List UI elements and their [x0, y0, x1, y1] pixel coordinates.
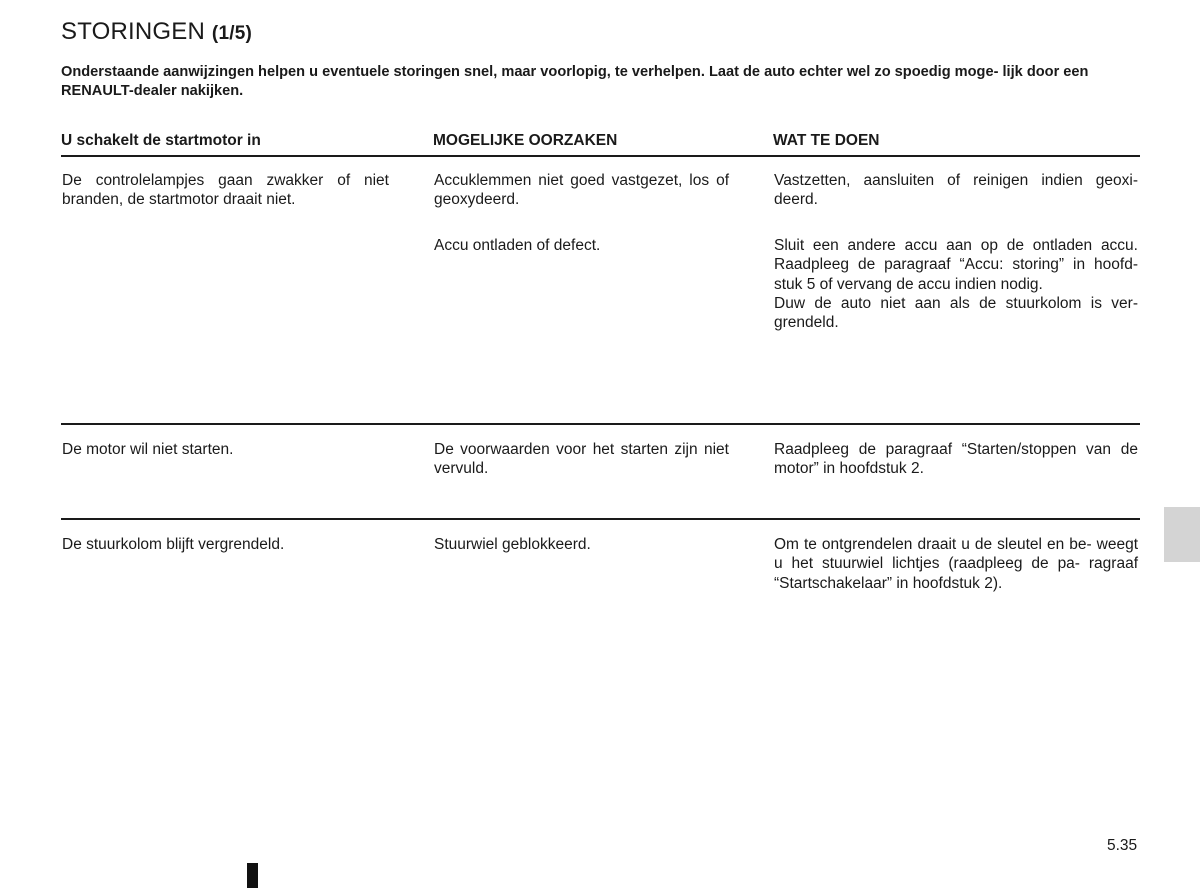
row-2-cause: De voorwaarden voor het starten zijn niet vervuld.	[434, 441, 729, 478]
page-number: 5.35	[1107, 837, 1138, 854]
column-header-causes: MOGELIJKE OORZAKEN	[433, 132, 618, 149]
row-1-symptom: De controlelampjes gaan zwakker of niet branden, de startmotor draait niet.	[62, 172, 389, 209]
column-header-situation: U schakelt de startmotor in	[61, 132, 261, 149]
row-1-cause-1: Accuklemmen niet goed vastgezet, los of geoxydeerd.	[434, 172, 729, 209]
row-divider-1	[61, 423, 1140, 425]
page-title	[61, 18, 252, 46]
intro-paragraph: Onderstaande aanwijzingen helpen u eventuele storingen snel, maar voorlopig, te verhelpen. Laat de auto echter wel zo spoedig moge- lijk door een RENAULT-dealer nakijken.	[61, 64, 1089, 99]
row-3-action: Om te ontgrendelen draait u de sleutel en be- weegt u het stuurwiel lichtjes (raadpleeg de pa- ragraaf “Startschakelaar” in hoofdstuk 2).	[774, 536, 1138, 592]
row-1-action-1: Vastzetten, aansluiten of reinigen indien geoxi- deerd.	[774, 172, 1138, 209]
row-1-action-2-text: Sluit een andere accu aan op de ontladen accu. Raadpleeg de paragraaf “Accu: storing” in hoofd- stuk 5 of vervang de accu indien nodig.	[774, 237, 1138, 293]
title-part-indicator: (1/5)	[211, 23, 252, 44]
chapter-tab-marker	[1164, 507, 1200, 562]
row-1-action-2-extra: Duw de auto niet aan als de stuurkolom is ver- grendeld.	[774, 294, 1138, 332]
binding-mark	[247, 863, 258, 888]
row-divider-2	[61, 518, 1140, 520]
row-3-symptom: De stuurkolom blijft vergrendeld.	[62, 536, 285, 553]
table-header-rule	[61, 155, 1140, 157]
row-2-symptom: De motor wil niet starten.	[62, 441, 234, 458]
row-3-cause: Stuurwiel geblokkeerd.	[434, 536, 591, 553]
row-2-action: Raadpleeg de paragraaf “Starten/stoppen van de motor” in hoofdstuk 2.	[774, 441, 1138, 478]
row-1-cause-2: Accu ontladen of defect.	[434, 237, 601, 254]
column-header-actions: WAT TE DOEN	[773, 132, 880, 149]
title-text: STORINGEN	[61, 18, 206, 45]
row-1-action-2	[774, 236, 1138, 332]
